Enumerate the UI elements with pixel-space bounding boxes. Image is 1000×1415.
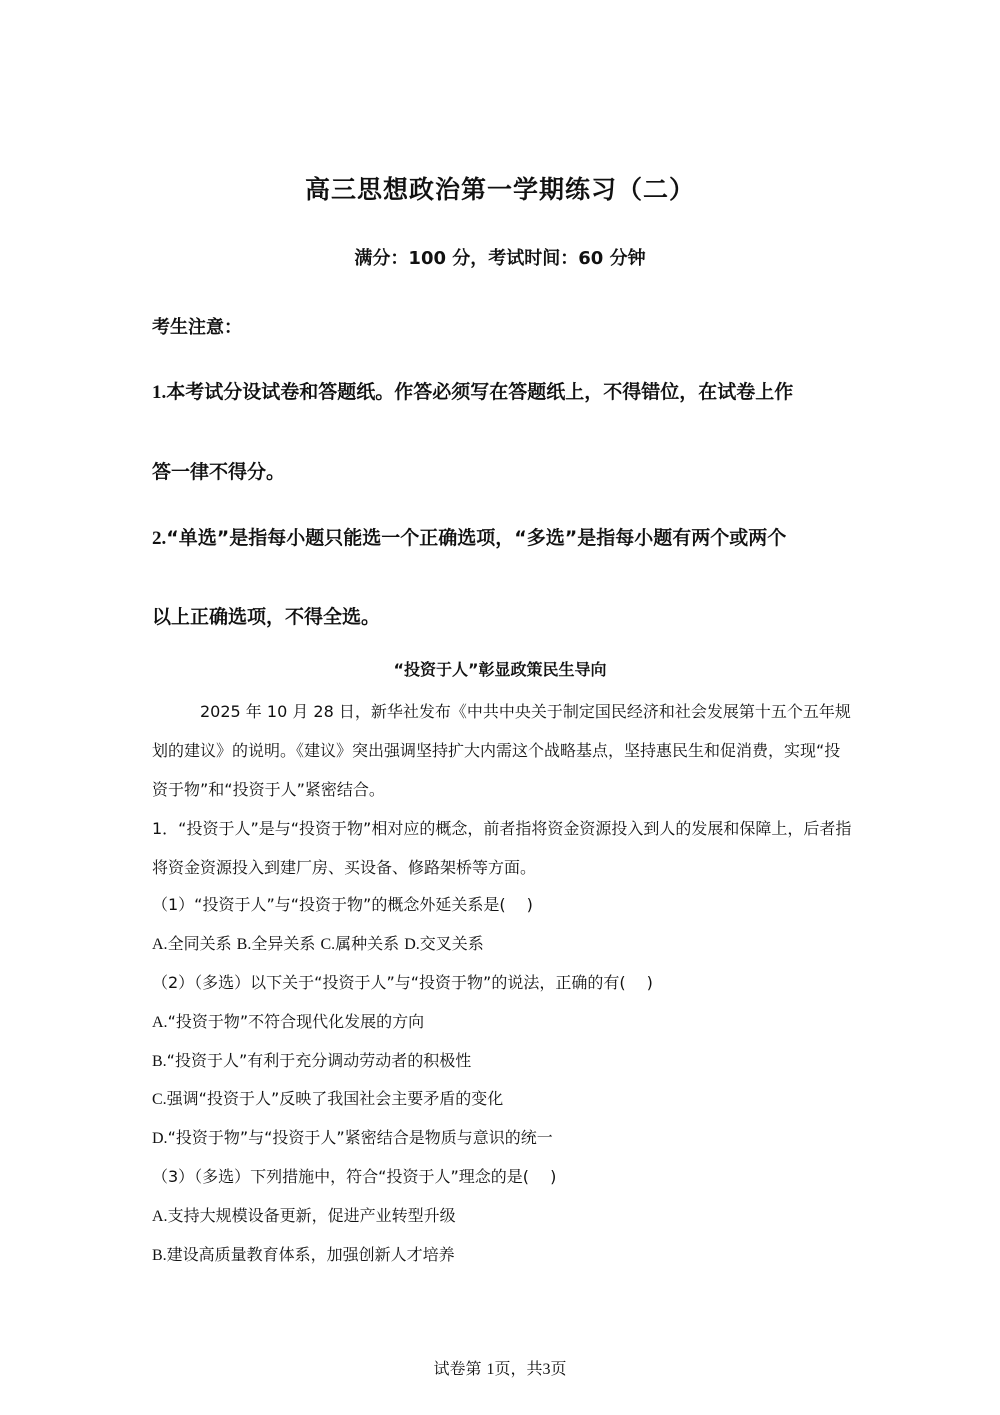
option-letter: C. [152,1091,167,1108]
option-letter: D. [404,936,420,953]
sub-question-2-option-a [152,1009,424,1032]
notice-item-2-number: 2. [152,528,167,549]
current-page-number: 1 [486,1361,495,1378]
option-letter: B. [152,1053,167,1070]
notice-item-2-text: “单选”是指每小题只能选一个正确选项，“多选”是指每小题有两个或两个 [166,527,787,549]
sub-question-2-option-b [152,1048,471,1071]
exam-info: 满分：100 分，考试时间：60 分钟 [354,248,646,269]
notice-item-2-line-2: 以上正确选项，不得全选。 [152,606,381,628]
option-text: 属种关系 [335,934,400,953]
notice-item-1-line-2: 答一律不得分。 [152,461,286,483]
footer-suffix: 页 [550,1359,567,1378]
sub-question-2-option-c [152,1086,503,1109]
option-text: 全异关系 [251,934,316,953]
notice-heading: 考生注意： [152,317,242,338]
option-text: “投资于物”与“投资于人”紧密结合是物质与意识的统一 [167,1128,553,1147]
section-title: “投资于人”彰显政策民生导向 [393,660,607,679]
option-text: “投资于物”不符合现代化发展的方向 [167,1012,425,1031]
sub-question-2-stem: （2）（多选）以下关于“投资于人”与“投资于物”的说法，正确的有( ) [152,973,653,992]
notice-item-2-line-1 [152,523,786,550]
notice-item-1-number: 1. [152,382,167,403]
option-letter: D. [152,1130,168,1147]
question-1-stem: 1．“投资于人”是与“投资于物”相对应的概念，前者指将资金资源投入到人的发展和保障上，后者指将资金资源投入到建厂房、买设备、修路架桥等方面。 [152,819,852,877]
total-page-number: 3 [542,1361,551,1378]
sub-question-3-stem: （3）（多选）下列措施中，符合“投资于人”理念的是( ) [152,1167,557,1186]
option-letter: A. [152,936,168,953]
option-text: 支持大规模设备更新，促进产业转型升级 [167,1206,456,1225]
option-letter: C. [320,936,336,953]
sub-question-2-option-d [152,1125,553,1148]
page-footer [0,1356,1000,1379]
option-letter: B. [236,936,252,953]
section-paragraph: 2025 年 10 月 28 日，新华社发布《中共中央关于制定国民经济和社会发展第十五个五年规划的建议》的说明。《建议》突出强调坚持扩大内需这个战略基点，坚持惠民生和促消费，实现“投资于物”和“投资于人”紧密结合。 [152,702,851,799]
footer-prefix: 试卷第 [433,1359,487,1378]
notice-item-1-text: 本考试分设试卷和答题纸。作答必须写在答题纸上，不得错位，在试卷上作 [166,381,794,403]
notice-item-1-line-1 [152,377,793,404]
option-text: 交叉关系 [419,934,484,953]
sub-question-1-stem: （1）“投资于人”与“投资于物”的概念外延关系是( ) [152,895,533,914]
sub-question-1-options [152,931,484,954]
option-text: 建设高质量教育体系，加强创新人才培养 [166,1245,455,1264]
option-letter: A. [152,1208,168,1225]
option-letter: A. [152,1014,168,1031]
option-letter: B. [152,1247,167,1264]
option-text: 强调“投资于人”反映了我国社会主要矛盾的变化 [166,1089,504,1108]
sub-question-3-option-b [152,1242,455,1265]
option-text: 全同关系 [167,934,232,953]
footer-middle: 页，共 [494,1359,543,1378]
option-text: “投资于人”有利于充分调动劳动者的积极性 [166,1051,472,1070]
page-title: 高三思想政治第一学期练习（二） [304,175,695,204]
sub-question-3-option-a [152,1203,456,1226]
